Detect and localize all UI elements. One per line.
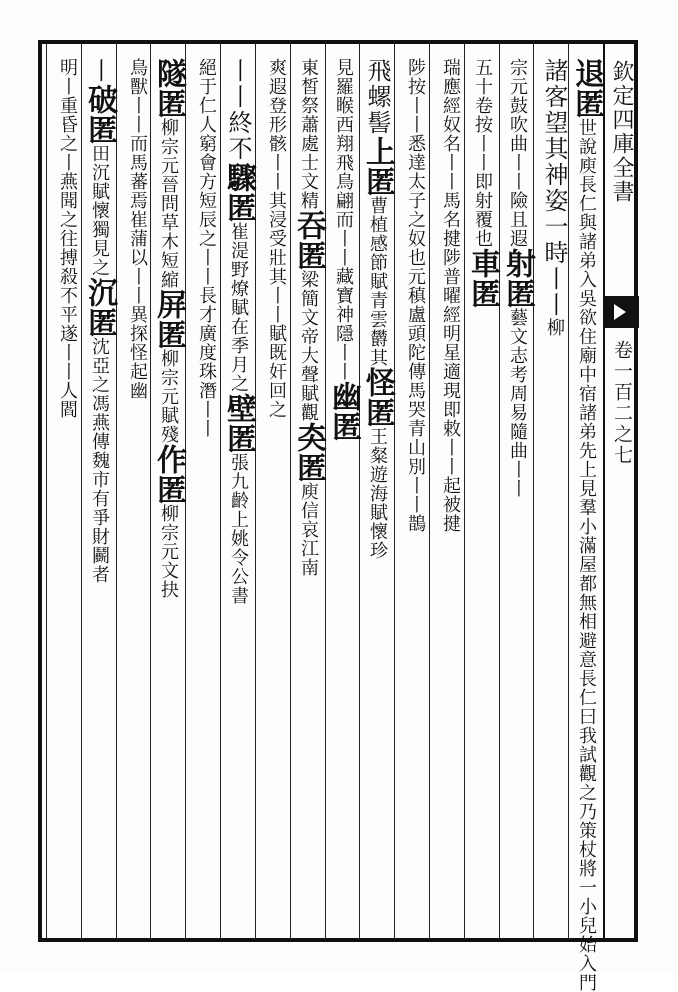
column-rule: [533, 44, 534, 938]
column-rule: [429, 44, 430, 938]
column-text: 丨: [85, 58, 113, 84]
text-column: [151, 58, 186, 938]
entry-heading: 屏匿: [151, 289, 186, 349]
column-rule: [116, 44, 117, 938]
column-rule: [464, 44, 465, 938]
text-column: [396, 58, 427, 938]
text-column: [257, 58, 288, 938]
column-text: 陟按丨丨悉達太子之奴也元稹盧頭陀傳馬哭青山別丨丨鵲: [405, 58, 426, 533]
book-title: 欽定四庫全書: [609, 60, 634, 204]
entry-heading: 驟匿: [221, 162, 256, 222]
entry-heading: 退匿: [569, 58, 604, 118]
entry-heading: 壁匿: [221, 393, 256, 453]
column-text: 張九齡上姚令公書: [228, 453, 249, 605]
column-rule: [290, 44, 291, 938]
text-column: [118, 58, 149, 938]
column-text: 世說庾長仁與諸弟入吳欲住廟中宿諸弟先上見羣小滿屋都無相避意長仁曰我試觀之乃策杖將一小兒始入門: [576, 118, 597, 992]
text-column: [187, 58, 218, 938]
column-text: 曹植感節賦青雲欝其: [367, 196, 388, 367]
text-column: [82, 58, 117, 938]
text-column: [48, 58, 79, 938]
column-text: 明丨重昏之丨燕聞之往搏殺不平遂丨丨人閻: [57, 58, 78, 419]
column-text: 五十卷按丨丨即射覆也: [472, 58, 493, 248]
column-text: 柳宗元晉問草木短縮: [158, 118, 179, 289]
column-text: 田沉賦懷獨見之: [89, 144, 110, 277]
fishtail-notch-icon: [614, 304, 626, 320]
column-rule: [499, 44, 500, 938]
column-text: 飛螺髻: [363, 58, 391, 136]
column-text: 爽遐登形骸丨丨其浸受壯其丨丨賦既奸回之: [266, 58, 287, 419]
column-rule: [325, 44, 326, 938]
column-text: 沈亞之馮燕傳魏市有爭財鬬者: [89, 337, 110, 584]
text-column: [221, 58, 256, 938]
text-column: [360, 58, 395, 938]
entry-heading: 吞匿: [291, 210, 326, 270]
text-column: [291, 58, 326, 938]
column-rule: [46, 44, 47, 938]
column-text: 崔湜野燎賦在季月之: [228, 222, 249, 393]
text-column: [500, 58, 535, 938]
text-column: [431, 58, 462, 938]
entry-heading: 上匿: [360, 136, 395, 196]
entry-heading: 沉匿: [82, 277, 117, 337]
text-column: [569, 58, 604, 992]
column-text: 見羅睺西翔飛鳥翩而丨丨藏寶神隱丨丨: [333, 58, 354, 381]
text-column: [326, 58, 361, 938]
column-text: 柳宗元賦殘: [158, 349, 179, 444]
column-rule: [568, 44, 569, 938]
volume-label: 卷一百二之七: [611, 340, 633, 466]
column-text: 藝文志考周易隨曲丨丨: [507, 308, 528, 498]
text-column: [465, 58, 500, 938]
column-text: 宗元鼓吹曲丨丨險且遐: [507, 58, 528, 248]
entry-heading: 射匿: [500, 248, 535, 308]
entry-heading: 車匿: [465, 248, 500, 308]
column-text: 丨丨終不: [224, 58, 252, 162]
column-text: 王粲遊海賦懷珍: [367, 427, 388, 560]
column-text: 諸客望其神姿一時丨丨: [540, 58, 568, 318]
entry-heading: 隧匿: [151, 58, 186, 118]
column-text: 梁簡文帝大聲賦觀: [298, 270, 319, 422]
column-text: 瑞應經奴名丨丨馬名揵陟普曜經明星適現即敕丨丨起被揵: [440, 58, 461, 533]
entry-heading: 幽匿: [326, 381, 361, 441]
entry-heading: 怪匿: [360, 367, 395, 427]
column-text: 絕于仁人窮會方短辰之丨丨長才廣度珠潛丨丨: [196, 58, 217, 438]
column-text: 東皙祭蕭處士文精: [298, 58, 319, 210]
column-rule: [81, 44, 82, 938]
entry-heading: 作匿: [151, 444, 186, 504]
column-text: 鳥獸丨丨而馬蕃焉崔蒲以丨丨異探怪起幽: [127, 58, 148, 400]
column-text: 柳宗元文抉: [158, 504, 179, 599]
column-text: 庾信哀江南: [298, 482, 319, 577]
column-text: 柳: [544, 318, 565, 337]
text-column: [535, 58, 566, 938]
entry-heading: 㚐匿: [291, 422, 326, 482]
entry-heading: 破匿: [82, 84, 117, 144]
